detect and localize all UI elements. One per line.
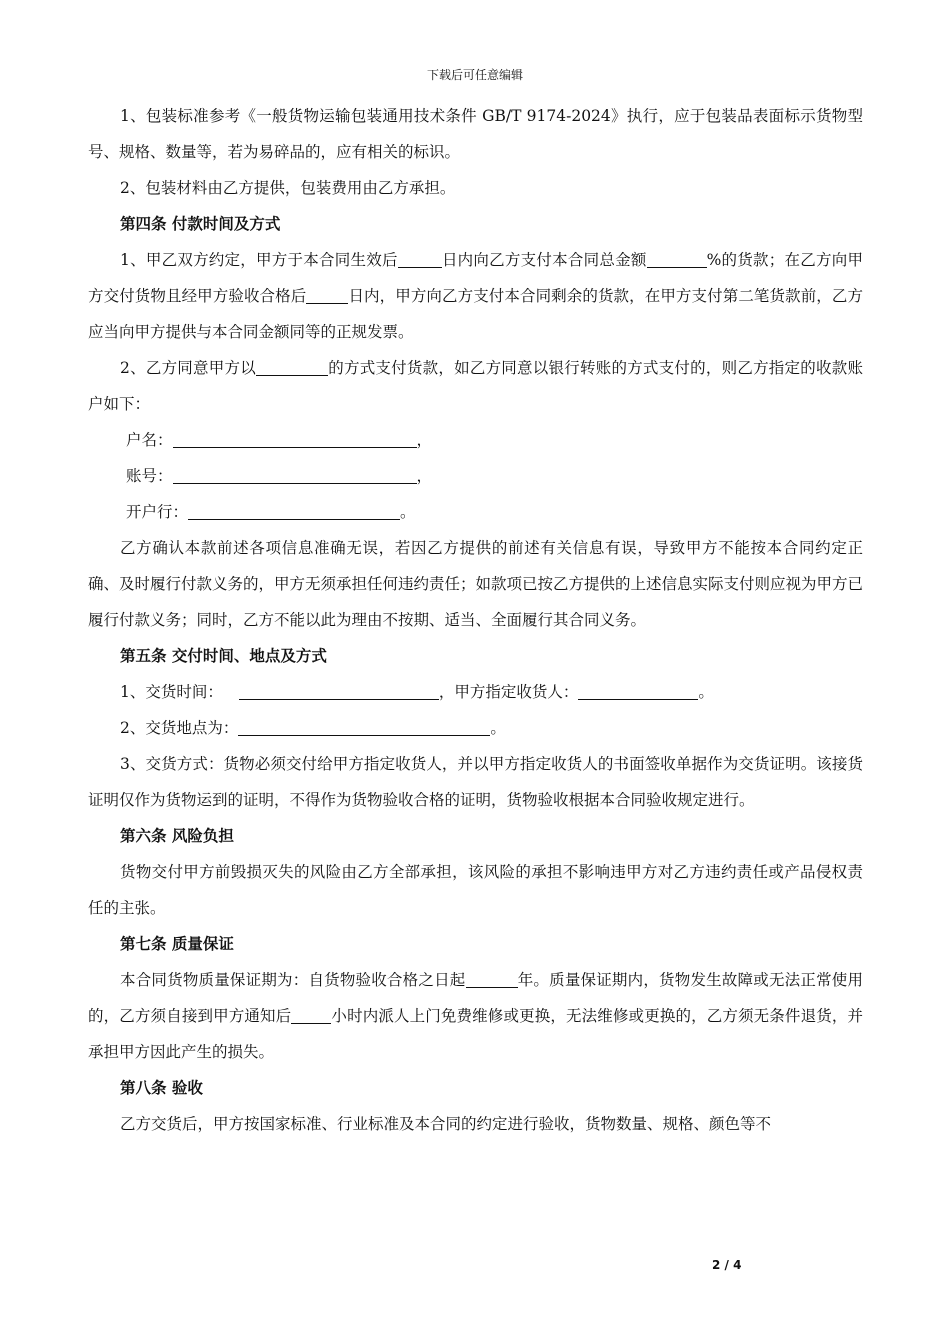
packaging-standard-clause: 1、包装标准参考《一般货物运输包装通用技术条件 GB/T 9174-2024》执行，应于包装品表面标示货物型号、规格、数量等，若为易碎品的，应有相关的标识。 — [88, 107, 863, 161]
article-7-title: 第七条 质量保证 — [120, 935, 234, 953]
article-5-title: 第五条 交付时间、地点及方式 — [120, 647, 327, 665]
delivery-time-blank[interactable] — [239, 681, 439, 700]
clause-text: 的方式支付货款，如乙方同意以银行转账的方式支付的，则乙方指定的收款账户如下： — [88, 359, 863, 413]
field-end: ， — [416, 467, 433, 485]
days-blank[interactable] — [398, 249, 442, 268]
contract-body — [88, 98, 863, 1142]
delivery-time-clause — [88, 674, 863, 710]
field-end: ， — [416, 431, 433, 449]
article-8-title: 第八条 验收 — [120, 1079, 203, 1097]
field-label: 账号： — [126, 467, 173, 485]
packaging-material-clause: 2、包装材料由乙方提供，包装费用由乙方承担。 — [120, 179, 456, 197]
payment-method-blank[interactable] — [256, 357, 328, 376]
account-number-row — [88, 458, 863, 494]
days-blank-2[interactable] — [306, 285, 348, 304]
consignee-blank[interactable] — [578, 681, 698, 700]
response-hours-blank[interactable] — [291, 1005, 331, 1024]
acceptance-clause: 乙方交货后，甲方按国家标准、行业标准及本合同的约定进行验收，货物数量、规格、颜色等不 — [120, 1115, 772, 1133]
field-label: 开户行： — [126, 503, 189, 521]
clause-text: ，甲方指定收货人： — [438, 683, 579, 701]
field-label: 户名： — [126, 431, 173, 449]
page-number: 2 / 4 — [712, 1258, 742, 1272]
article-4-title: 第四条 付款时间及方式 — [120, 215, 281, 233]
page-header: 下载后可任意编辑 — [426, 68, 523, 82]
clause-text: 本合同货物质量保证期为：自货物验收合格之日起 — [120, 971, 466, 989]
clause-text: 日内，甲方向乙方支付本合同剩余的货款，在甲方支付第二笔货款前，乙方应当向甲方提供与本合同金额同等的正规发票。 — [88, 287, 863, 341]
clause-text: 2、交货地点为： — [120, 719, 239, 737]
warranty-clause — [88, 962, 863, 1070]
clause-text: 1、甲乙双方约定，甲方于本合同生效后 — [120, 251, 398, 269]
article-6-title: 第六条 风险负担 — [120, 827, 234, 845]
delivery-method-clause: 3、交货方式：货物必须交付给甲方指定收货人，并以甲方指定收货人的书面签收单据作为交货证明。该接货证明仅作为货物运到的证明，不得作为货物验收合格的证明，货物验收根据本合同验收规定进行。 — [88, 755, 863, 809]
risk-clause: 货物交付甲方前毁损灭失的风险由乙方全部承担，该风险的承担不影响违甲方对乙方违约责任或产品侵权责任的主张。 — [88, 863, 863, 917]
warranty-years-blank[interactable] — [466, 969, 518, 988]
clause-text: 。 — [698, 683, 714, 701]
clause-text: 1、交货时间： — [120, 683, 223, 701]
account-number-blank[interactable] — [173, 465, 417, 484]
clause-text: 日内向乙方支付本合同总金额 — [441, 251, 647, 269]
clause-text: 年。质量保证期内，货物发生故障或无法正常使用的，乙方须自接到甲方通知后 — [88, 971, 863, 1025]
bank-row — [88, 494, 863, 530]
bank-blank[interactable] — [188, 501, 400, 520]
delivery-place-clause — [88, 710, 863, 746]
clause-text: 。 — [490, 719, 506, 737]
field-end: 。 — [400, 503, 416, 521]
payment-time-clause — [88, 242, 863, 350]
clause-text: 2、乙方同意甲方以 — [120, 359, 256, 377]
account-name-row — [88, 422, 863, 458]
delivery-place-blank[interactable] — [238, 717, 490, 736]
account-confirm-clause: 乙方确认本款前述各项信息准确无误，若因乙方提供的前述有关信息有误，导致甲方不能按本合同约定正确、及时履行付款义务的，甲方无须承担任何违约责任；如款项已按乙方提供的上述信息实际支付则应视为甲方已履行付款义务；同时，乙方不能以此为理由不按期、适当、全面履行其合同义务。 — [88, 539, 864, 629]
account-name-blank[interactable] — [173, 429, 417, 448]
clause-text: 小时内派人上门免费维修或更换，无法维修或更换的，乙方须无条件退货，并承担甲方因此产生的损失。 — [88, 1007, 863, 1061]
payment-method-clause — [88, 350, 863, 422]
clause-text: %的货款；在乙方向甲方交付货物且经甲方验收合格后 — [88, 251, 863, 305]
percent-blank[interactable] — [647, 249, 707, 268]
